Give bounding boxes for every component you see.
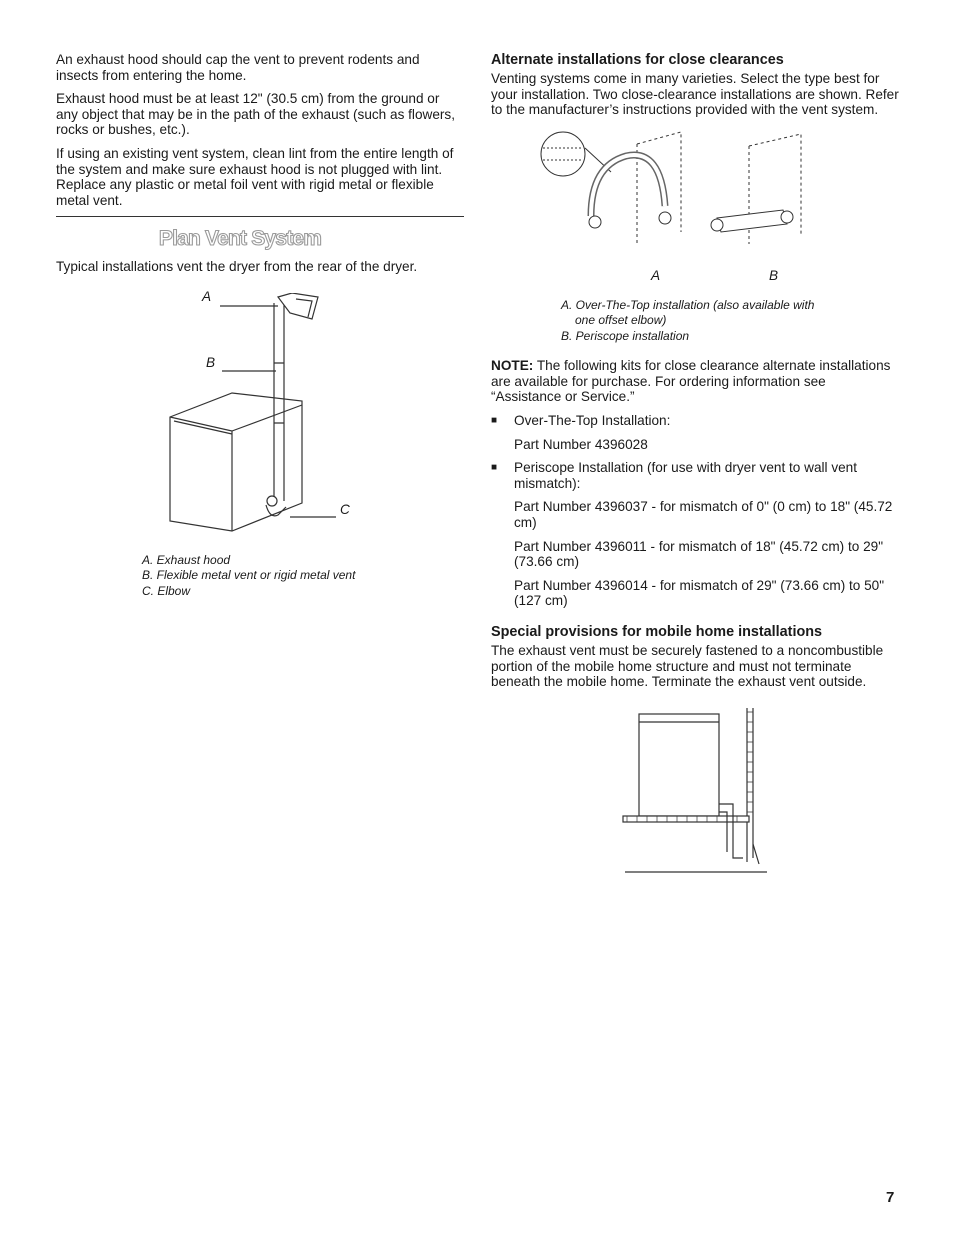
label-a: A xyxy=(202,288,212,304)
kit-item-over-the-top xyxy=(491,413,899,429)
left-column xyxy=(56,52,464,599)
label-a-over-the-top: A xyxy=(651,267,661,283)
caption-b: B. Flexible metal vent or rigid metal vent xyxy=(142,568,356,583)
kit-name: Over-The-Top Installation: xyxy=(514,413,671,429)
mobile-home-text: The exhaust vent must be securely fastened to a noncombustible portion of the mobile home structure and must not terminate beneath the mobile home. Terminate the exhaust vent outside. xyxy=(491,643,884,690)
mobile-home-heading: Special provisions for mobile home installations xyxy=(491,624,823,640)
kit-part-number: Part Number 4396028 xyxy=(514,436,648,452)
kit-part-number: Part Number 4396037 - for mismatch of 0" (0 cm) to 18" (45.72 cm) xyxy=(514,499,893,531)
section-title: Plan Vent System xyxy=(158,227,322,251)
kit-part-number: Part Number 4396011 - for mismatch of 18" (45.72 cm) to 29" (73.66 cm) xyxy=(514,538,884,570)
bullet-icon: ■ xyxy=(491,462,498,474)
kit-list xyxy=(491,413,899,429)
mobile-home-figure xyxy=(491,708,899,876)
kit-item-periscope xyxy=(491,460,899,491)
kit-name: Periscope Installation (for use with dryer vent to wall vent mismatch): xyxy=(514,460,858,491)
mobile-home-illustration xyxy=(491,708,899,876)
note-text: The following kits for close clearance alternate installations are available for purchase. For ordering information see “Assistance or Service.” xyxy=(491,358,891,405)
paragraph-existing-vent: If using an existing vent system, clean lint from the entire length of the system and make sure exhaust hood is not plugged with lint. Replace any plastic or metal foil vent with rigid metal or flexible metal vent. xyxy=(56,145,454,208)
caption-over-the-top: A. Over-The-Top installation (also available with xyxy=(561,297,815,312)
bullet-icon: ■ xyxy=(491,415,498,427)
paragraph-exhaust-hood-cap: An exhaust hood should cap the vent to prevent rodents and insects from entering the home. xyxy=(56,52,420,83)
caption-offset-elbow: one offset elbow) xyxy=(575,313,667,328)
kit-part-number: Part Number 4396014 - for mismatch of 29" (73.66 cm) to 50" (127 cm) xyxy=(514,577,885,609)
close-clearance-captions xyxy=(561,298,899,345)
typical-vent-figure xyxy=(56,288,464,555)
right-column xyxy=(491,52,899,876)
note-paragraph xyxy=(491,358,899,405)
caption-periscope: B. Periscope installation xyxy=(561,328,690,343)
note-label: NOTE: xyxy=(491,358,534,374)
label-b: B xyxy=(206,354,216,370)
section-divider xyxy=(56,216,464,217)
section-intro: Typical installations vent the dryer from the rear of the dryer. xyxy=(56,259,418,275)
label-b-periscope: B xyxy=(769,267,779,283)
label-c: C xyxy=(340,501,350,517)
caption-a: A. Exhaust hood xyxy=(142,552,231,567)
close-clearance-illustration xyxy=(491,126,899,294)
paragraph-exhaust-hood-distance: Exhaust hood must be at least 12" (30.5 cm) from the ground or any object that may be in the path of the exhaust (such as flowers, rocks or bushes, etc.). xyxy=(56,91,455,138)
typical-vent-captions xyxy=(142,553,464,600)
alt-installations-text: Venting systems come in many varieties. Select the type best for your installation. Two close-clearance installations are shown. Refer to the manufacturer’s instructions provided with the vent system. xyxy=(491,71,899,118)
alt-installations-heading: Alternate installations for close clearances xyxy=(491,52,784,68)
kit-list-periscope xyxy=(491,460,899,491)
dryer-vent-illustration xyxy=(56,293,464,555)
page-number: 7 xyxy=(886,1189,895,1206)
caption-c: C. Elbow xyxy=(142,583,191,598)
close-clearance-figure xyxy=(491,126,899,294)
